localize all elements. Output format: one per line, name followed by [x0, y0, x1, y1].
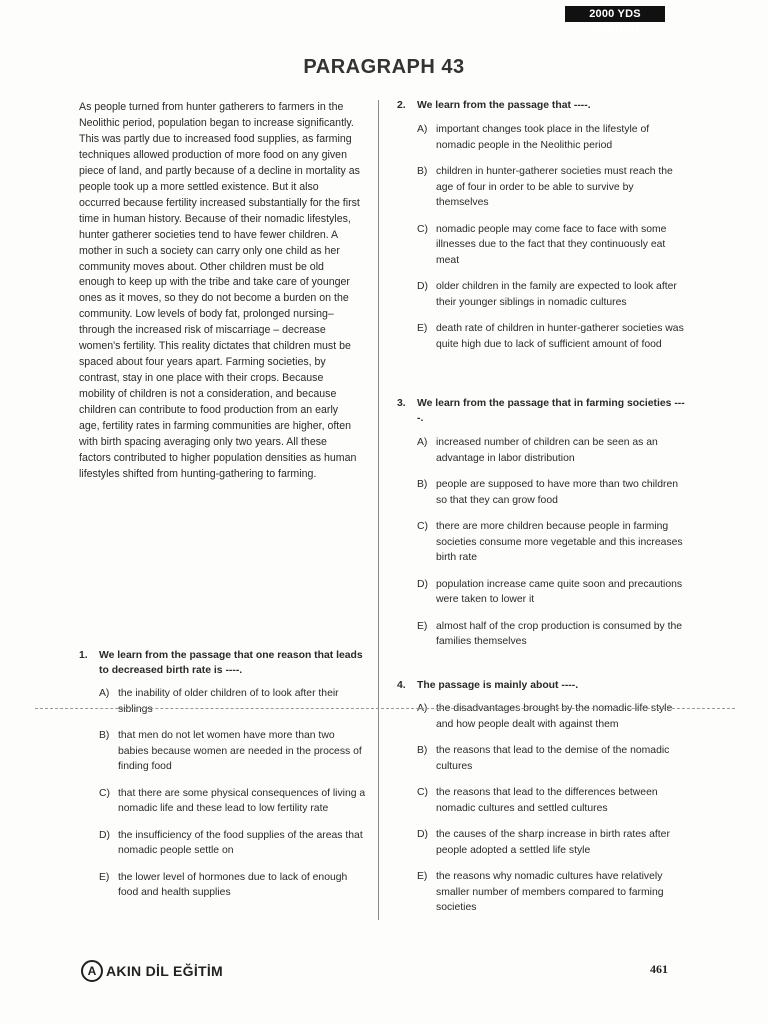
- answer-option[interactable]: [397, 435, 687, 466]
- question-stem: [397, 396, 687, 426]
- answer-option[interactable]: [397, 869, 687, 916]
- option-text: death rate of children in hunter-gatherer societies was quite high due to lack of sufficient amount of food: [436, 323, 684, 350]
- option-letter: D): [417, 829, 428, 840]
- option-text: almost half of the crop production is consumed by the families themselves: [436, 620, 683, 647]
- option-letter: D): [99, 829, 110, 841]
- answer-option[interactable]: [397, 743, 687, 774]
- option-text: that men do not let women have more than two babies because women are needed in the process of finding food: [118, 730, 362, 772]
- question-stem: [79, 648, 367, 678]
- answer-option[interactable]: [397, 785, 687, 816]
- answer-option[interactable]: [79, 786, 367, 817]
- answer-option[interactable]: [397, 222, 687, 269]
- option-letter: C): [417, 787, 428, 798]
- page-number: 461: [650, 962, 668, 976]
- question-number: 4.: [397, 680, 406, 691]
- option-letter: C): [99, 787, 110, 799]
- option-letter: A): [99, 688, 110, 699]
- option-text: there are more children because people in farming societies consume more vegetable and this increases birth rate: [436, 521, 683, 563]
- option-text: the insufficiency of the food supplies of the areas that nomadic people settle on: [118, 829, 363, 856]
- option-letter: B): [417, 166, 428, 177]
- answer-option[interactable]: [397, 122, 687, 153]
- option-letter: C): [417, 521, 428, 532]
- question-text: We learn from the passage that ----.: [417, 100, 591, 111]
- option-text: older children in the family are expected to look after their younger siblings in nomadic cultures: [436, 281, 677, 308]
- answer-option[interactable]: [397, 519, 687, 566]
- option-letter: D): [417, 578, 428, 590]
- passage-text: As people turned from hunter gatherers to farmers in the Neolithic period, population began to increase significantly. This was partly due to increased food supplies, as farming techniques allowed production of more food on any given piece of land, and partly because of a decline in mortality as people took up a more settled existence. But it also occurred because fertility increased substantially for the first time in human history. Because of their nomadic lifestyles, hunter gatherer societies tend to have fewer children. A mother in such a society can carry only one child as her community moves about. Other children must be old enough to keep up with the tribe and take care of younger ones as it moves, so they do not become a burden on the community. Low levels of body fat, prolonged nursing– through the increased risk of miscarriage – decrease women's fertility. This reality dictates that children must be spaced about four years apart. Farming societies, by contrast, stay in one place with their crops. Because mobility of children is not a consideration, and because children can contribute to food production from an early age, fertility rates in farming communities are higher, often with birth spacing averaging only two years. All these factors contributed to higher population densities as human lifestyles shifted from hunting-gathering to farming.: [79, 101, 360, 480]
- question-stem: [397, 98, 687, 113]
- question-stem: [397, 678, 687, 693]
- option-letter: A): [417, 437, 428, 448]
- question-number: 1.: [79, 650, 88, 661]
- question-2: [397, 98, 687, 352]
- logo-icon: A: [81, 960, 103, 982]
- option-text: people are supposed to have more than two children so that they can grow food: [436, 479, 679, 506]
- question-1: [79, 648, 367, 901]
- option-text: the causes of the sharp increase in birth rates after people adopted a settled life style: [436, 829, 670, 856]
- option-text: the reasons why nomadic cultures have relatively smaller number of members compared to farming societies: [436, 871, 664, 913]
- question-4: [397, 678, 687, 916]
- option-letter: E): [417, 323, 428, 334]
- question-number: 2.: [397, 100, 406, 111]
- question-number: 3.: [397, 398, 406, 409]
- option-text: the reasons that lead to the demise of the nomadic cultures: [436, 745, 670, 772]
- option-text: increased number of children can be seen as an advantage in labor distribution: [436, 437, 658, 464]
- option-letter: E): [417, 871, 428, 882]
- answer-option[interactable]: [79, 828, 367, 859]
- answer-option[interactable]: [397, 619, 687, 650]
- answer-option[interactable]: [397, 164, 687, 211]
- logo-brand: AKIN DİL EĞİTİM: [106, 963, 224, 979]
- option-letter: A): [417, 703, 428, 714]
- question-text: We learn from the passage that in farming societies ----.: [417, 398, 685, 424]
- page-title: PARAGRAPH 43: [303, 56, 465, 78]
- option-letter: D): [417, 281, 428, 292]
- answer-option[interactable]: [79, 728, 367, 775]
- option-letter: C): [417, 223, 428, 235]
- option-text: children in hunter-gatherer societies must reach the age of four in order to be able to survive by themselves: [436, 166, 673, 208]
- answer-option[interactable]: [397, 279, 687, 310]
- answer-option[interactable]: [79, 686, 367, 717]
- footer-logo: [81, 960, 223, 982]
- option-text: nomadic people may come face to face with some illnesses due to the fact that they continuously eat meat: [436, 223, 667, 266]
- question-text: The passage is mainly about ----.: [417, 680, 579, 691]
- option-text: the lower level of hormones due to lack of enough food and health supplies: [118, 871, 348, 898]
- question-3: [397, 396, 687, 650]
- answer-option[interactable]: [397, 321, 687, 352]
- answer-option[interactable]: [397, 577, 687, 608]
- option-text: that there are some physical consequences of living a nomadic life and these lead to low fertility rate: [118, 787, 366, 814]
- question-text: We learn from the passage that one reason that leads to decreased birth rate is ----.: [99, 650, 363, 676]
- option-text: the inability of older children of to look after their siblings: [118, 688, 339, 715]
- option-text: the reasons that lead to the differences between nomadic cultures and settled cultures: [436, 787, 658, 814]
- column-divider: [378, 100, 379, 920]
- option-text: important changes took place in the lifestyle of nomadic people in the Neolithic period: [436, 124, 650, 151]
- option-letter: E): [99, 871, 110, 883]
- answer-option[interactable]: [79, 870, 367, 901]
- option-letter: B): [99, 730, 110, 741]
- answer-option[interactable]: [397, 477, 687, 508]
- header-badge: 2000 YDS SORUSU: [565, 6, 665, 22]
- option-text: the disadvantages brought by the nomadic life style and how people dealt with against them: [436, 703, 673, 730]
- option-letter: B): [417, 745, 428, 756]
- answer-option[interactable]: [397, 827, 687, 858]
- option-letter: E): [417, 620, 428, 632]
- cut-line: [35, 708, 735, 709]
- answer-option[interactable]: [397, 701, 687, 732]
- option-text: population increase came quite soon and precautions were taken to lower it: [436, 578, 683, 605]
- option-letter: A): [417, 124, 428, 135]
- option-letter: B): [417, 479, 428, 490]
